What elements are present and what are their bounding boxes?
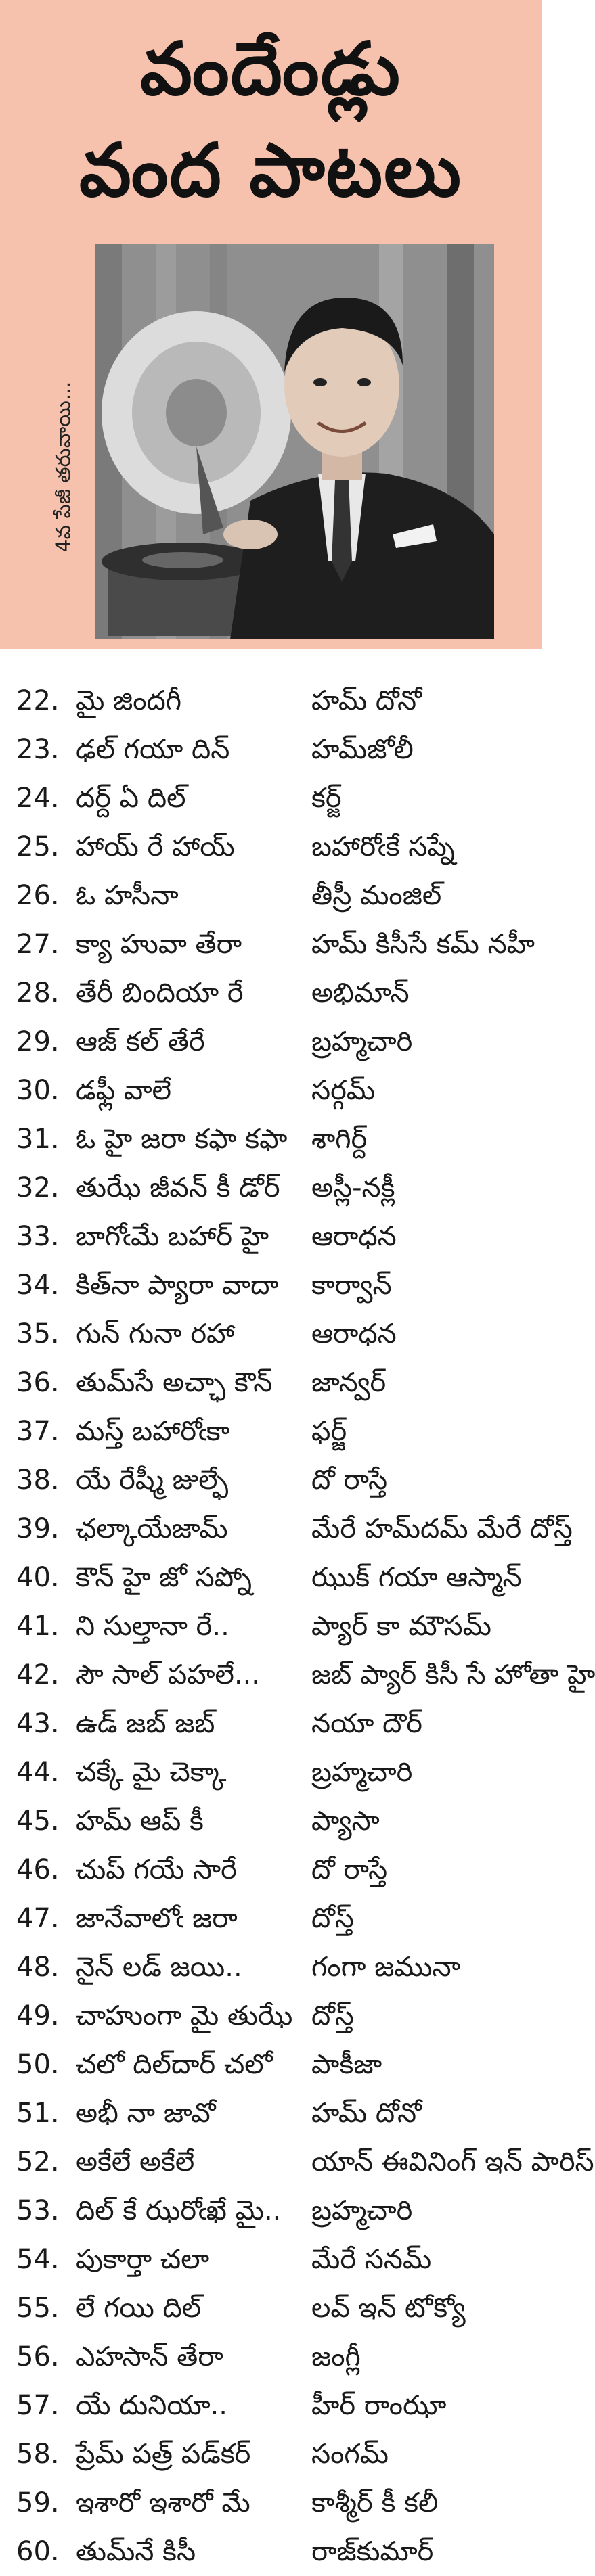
headline-line-2: వంద పాటలు [79, 129, 463, 213]
list-item [0, 2186, 542, 2235]
list-item [0, 2332, 542, 2381]
item-number: 60. [16, 2536, 60, 2567]
song-title: పుకార్తా చలా [76, 2244, 210, 2275]
item-number: 49. [16, 2000, 60, 2031]
film-title: సంగమ్ [311, 2439, 389, 2470]
item-number: 59. [16, 2487, 60, 2518]
continued-caption [42, 325, 89, 609]
item-number: 33. [16, 1221, 60, 1252]
item-number: 39. [16, 1513, 60, 1544]
singer-photo-illustration [95, 244, 494, 639]
item-number: 35. [16, 1318, 60, 1350]
item-number: 31. [16, 1124, 60, 1155]
item-number: 48. [16, 1952, 60, 1983]
film-title: నయా దౌర్ [311, 1708, 422, 1739]
list-item [0, 1066, 542, 1115]
film-title: హీర్ రాంఝా [311, 2390, 447, 2421]
continued-caption-text: 4వ పేజీ తరువాయి... [51, 381, 76, 553]
list-item [0, 2235, 542, 2284]
song-title: తుమ్‌నే కిసీ [76, 2536, 196, 2567]
film-title: ప్యాసా [311, 1806, 380, 1837]
list-item [0, 1894, 542, 1943]
film-title: ఆరాధన [311, 1221, 397, 1252]
film-title: మేరే సనమ్ [311, 2244, 432, 2275]
film-title: సర్గమ్ [311, 1075, 376, 1106]
list-item [0, 2381, 542, 2430]
list-item [0, 1699, 542, 1748]
film-title: గంగా జమునా [311, 1952, 461, 1983]
item-number: 44. [16, 1757, 60, 1788]
film-title: బహారోఁకే సప్నే [311, 831, 455, 862]
item-number: 25. [16, 831, 60, 862]
list-item [0, 1992, 542, 2040]
song-title: లే గయి దిల్ [76, 2293, 202, 2324]
list-item [0, 1602, 542, 1651]
item-number: 32. [16, 1172, 60, 1203]
song-title: గున్ గునా రహా [76, 1318, 235, 1350]
song-list [0, 676, 595, 2576]
list-item [0, 1748, 542, 1797]
list-item [0, 1358, 542, 1407]
item-number: 56. [16, 2341, 60, 2372]
list-item [0, 1943, 542, 1992]
film-title: ప్యార్ కా మౌసమ్ [311, 1611, 491, 1642]
song-title: నైన్ లడ్ జయి.. [76, 1952, 242, 1983]
list-item [0, 2284, 542, 2332]
film-title: బ్రహ్మచారి [311, 1026, 413, 1057]
film-title: అస్లీ-నక్లీ [311, 1172, 395, 1203]
list-item [0, 2089, 542, 2138]
song-title: ఇశారో ఇశారో మే [76, 2487, 250, 2518]
item-number: 29. [16, 1026, 60, 1057]
item-number: 26. [16, 880, 60, 911]
film-title: దోస్త్ [311, 1903, 354, 1934]
header-band [0, 0, 542, 649]
song-title: ఆజ్ కల్ తేరే [76, 1026, 205, 1057]
list-item [0, 774, 542, 823]
item-number: 28. [16, 978, 60, 1009]
item-number: 51. [16, 2098, 60, 2129]
item-number: 53. [16, 2195, 60, 2226]
list-item [0, 1164, 542, 1212]
song-title: అభీ నా జావో [76, 2098, 216, 2129]
list-item [0, 1651, 595, 1699]
film-title: బ్రహ్మచారి [311, 2195, 413, 2226]
item-number: 30. [16, 1075, 60, 1106]
song-title: చుప్ గయే సారే [76, 1854, 237, 1885]
list-item [0, 1115, 542, 1164]
film-title: ఆరాధన [311, 1318, 397, 1350]
film-title: యాన్ ఈవినింగ్ ఇన్ పారిస్ [311, 2146, 594, 2178]
song-title: కిత్‌నా ప్యారా వాదా [76, 1270, 279, 1301]
film-title: తీస్రీ మంజిల్ [311, 880, 442, 911]
list-item [0, 1261, 542, 1310]
item-number: 57. [16, 2390, 60, 2421]
film-title: హమ్‌జోలీ [311, 734, 414, 765]
film-title: బ్రహ్మచారి [311, 1757, 413, 1788]
song-title: డఫ్లీ వాలే [76, 1075, 172, 1106]
song-title: తుమ్‌సే అచ్ఛా కౌన్ [76, 1367, 273, 1398]
item-number: 58. [16, 2439, 60, 2470]
item-number: 41. [16, 1611, 60, 1642]
song-title: హమ్ ఆప్ కీ [76, 1806, 204, 1837]
song-title: తుఝే జీవన్ కీ డోర్ [76, 1172, 280, 1203]
song-title: ఓ హై జరా కఫా కఫా [76, 1124, 288, 1155]
film-title: దోస్త్ [311, 2000, 354, 2031]
list-item [0, 2430, 542, 2479]
item-number: 43. [16, 1708, 60, 1739]
film-title: హమ్ దోనో [311, 2098, 422, 2129]
item-number: 24. [16, 783, 60, 814]
item-number: 34. [16, 1270, 60, 1301]
film-title: జంగ్లీ [311, 2341, 361, 2372]
film-title: శాగిర్ద్ [311, 1124, 368, 1155]
song-title: ఓ హసీనా [76, 880, 179, 911]
film-title: ఝుక్ గయా ఆస్మాన్ [311, 1562, 522, 1593]
song-title: జానేవాలోఁ జరా [76, 1903, 238, 1934]
song-title: చక్కే మై చెక్కా [76, 1757, 227, 1788]
film-title: హమ్ కిసీసే కమ్ నహీ [311, 929, 535, 960]
film-title: దో రాస్తే [311, 1465, 388, 1496]
song-title: క్యా హువా తేరా [76, 929, 242, 960]
song-title: మై జిందగీ [76, 685, 182, 716]
list-item [0, 2040, 542, 2089]
film-title: పాకీజా [311, 2049, 382, 2080]
song-title: దర్ద్ ఏ దిల్ [76, 783, 186, 814]
item-number: 37. [16, 1416, 60, 1447]
list-item [0, 2479, 542, 2527]
film-title: ఫర్జ్ [311, 1416, 347, 1447]
song-title: బాగోఁమే బహార్ హై [76, 1221, 269, 1252]
song-title: ప్రేమ్ పత్ర్ పడ్‌కర్ [76, 2439, 251, 2470]
film-title: రాజ్‌కుమార్ [311, 2536, 434, 2567]
item-number: 38. [16, 1465, 60, 1496]
song-title: ఎహసాన్ తేరా [76, 2341, 223, 2372]
film-title: కార్వాన్ [311, 1270, 392, 1301]
list-item [0, 1017, 542, 1066]
song-title: మస్త్ బహారోఁకా [76, 1416, 230, 1447]
item-number: 27. [16, 929, 60, 960]
song-title: ఉడ్ జబ్ జబ్ [76, 1708, 215, 1739]
song-title: చలో దిల్‌దార్ చలో [76, 2049, 273, 2080]
list-item [0, 1310, 542, 1358]
list-item [0, 969, 542, 1017]
song-title: యే దునియా.. [76, 2390, 228, 2421]
item-number: 46. [16, 1854, 60, 1885]
item-number: 52. [16, 2146, 60, 2178]
item-number: 23. [16, 734, 60, 765]
song-title: సౌ సాల్ పహలే... [76, 1659, 261, 1690]
list-item [0, 1407, 542, 1456]
song-title: తేరీ బిందియా రే [76, 978, 244, 1009]
film-title: కర్జ్ [311, 783, 342, 814]
item-number: 50. [16, 2049, 60, 2080]
item-number: 55. [16, 2293, 60, 2324]
item-number: 47. [16, 1903, 60, 1934]
song-title: ని సుల్తానా రే.. [76, 1611, 229, 1642]
film-title: జబ్ ప్యార్ కిసీ సే హోతా హై [311, 1659, 595, 1690]
item-number: 54. [16, 2244, 60, 2275]
song-title: అకేలే అకేలే [76, 2146, 195, 2178]
list-item [0, 1553, 542, 1602]
film-title: మేరే హమ్‌దమ్ మేరే దోస్త్ [311, 1513, 573, 1544]
list-item [0, 920, 542, 969]
list-item [0, 823, 542, 871]
song-title: కౌన్ హై జో సప్నో [76, 1562, 252, 1593]
film-title: దో రాస్తే [311, 1854, 388, 1885]
singer-photo [95, 244, 494, 639]
item-number: 42. [16, 1659, 60, 1690]
film-title: జాన్వర్ [311, 1367, 387, 1398]
film-title: కాశ్మీర్ కీ కలీ [311, 2487, 439, 2518]
song-title: చాహుంగా మై తుఝే [76, 2000, 293, 2031]
list-item [0, 871, 542, 920]
item-number: 22. [16, 685, 60, 716]
list-item [0, 1504, 573, 1553]
list-item [0, 1456, 542, 1504]
film-title: అభిమాన్ [311, 978, 410, 1009]
list-item [0, 2138, 594, 2186]
item-number: 36. [16, 1367, 60, 1398]
list-item [0, 2527, 542, 2576]
song-title: ఛల్కాయేజామ్ [76, 1513, 228, 1544]
item-number: 40. [16, 1562, 60, 1593]
list-item [0, 676, 542, 725]
film-title: హమ్ దోనో [311, 685, 422, 716]
song-title: ఢల్ గయా దిన్ [76, 734, 230, 765]
list-item [0, 1212, 542, 1261]
song-title: హాయ్ రే హాయ్ [76, 831, 235, 862]
headline-line-1: వందేండ్లు [140, 27, 401, 112]
film-title: లవ్ ఇన్ టోక్యో [311, 2293, 466, 2324]
list-item [0, 725, 542, 774]
song-title: దిల్ కే ఝరోఁఖే మై.. [76, 2195, 282, 2226]
item-number: 45. [16, 1806, 60, 1837]
song-title: యే రేష్మీ జుల్ఫే [76, 1465, 229, 1496]
list-item [0, 1845, 542, 1894]
list-item [0, 1797, 542, 1845]
